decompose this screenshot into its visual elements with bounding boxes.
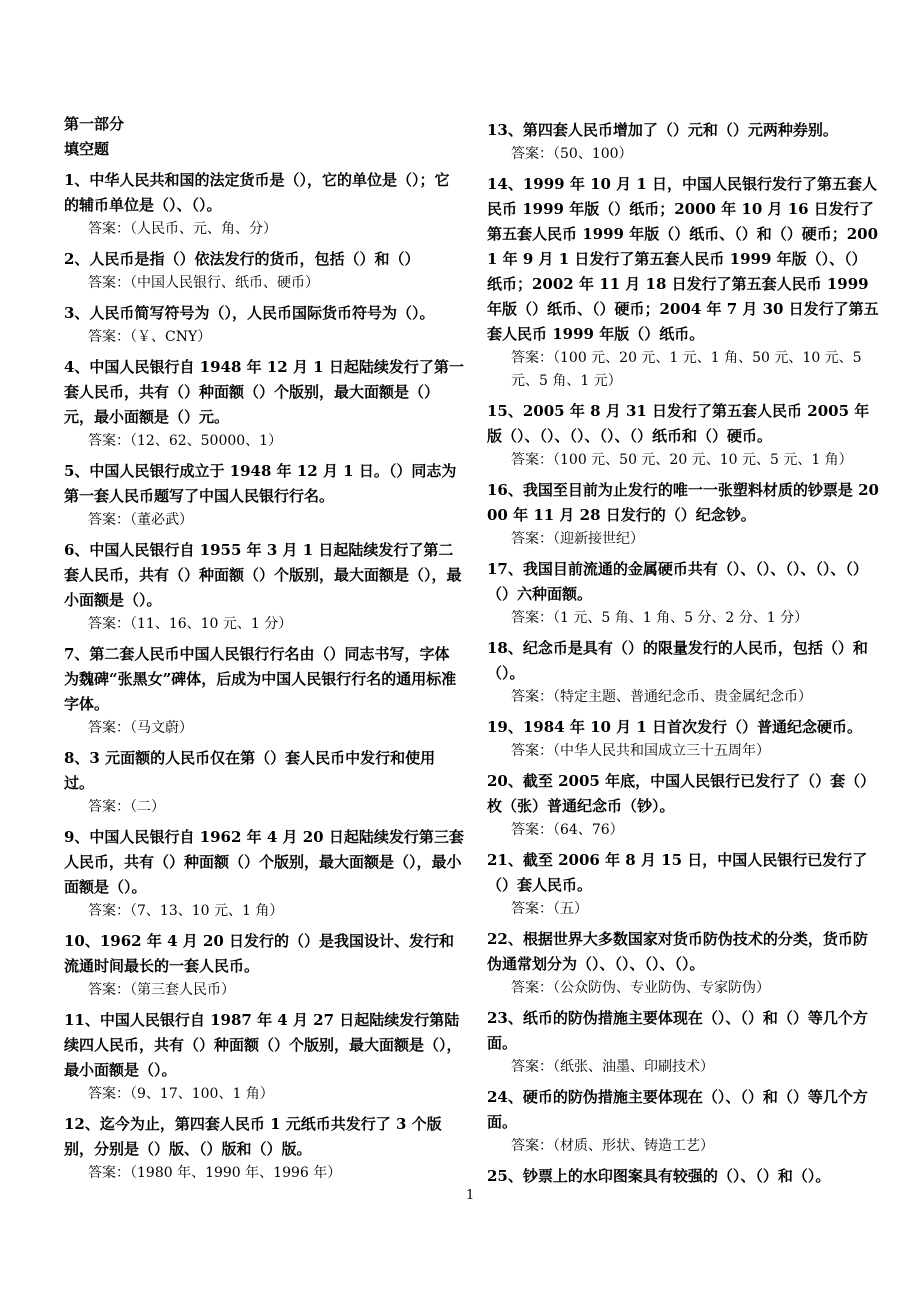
question-block	[487, 1006, 879, 1079]
question-text: 9、中国人民银行自 1962 年 4 月 20 日起陆续发行第三套人民币，共有（）种面额（）个版别，最大面额是（），最小面额是（）。	[64, 828, 464, 896]
answer-text: 答案：（材质、形状、铸造工艺）	[511, 1138, 714, 1154]
question-text: 2、人民币是指（）依法发行的货币，包括（）和（）	[64, 250, 420, 268]
question-text: 17、我国目前流通的金属硬币共有（）、（）、（）、（）、（）（）六种面额。	[487, 560, 868, 603]
question-text: 21、截至 2006 年 8 月 15 日，中国人民银行已发行了（）套人民币。	[487, 851, 868, 894]
answer-text: 答案：（50、100）	[511, 146, 633, 162]
question-block	[64, 825, 464, 923]
question-text: 14、1999 年 10 月 1 日，中国人民银行发行了第五套人民币 1999 年版（）纸币；2000 年 10 月 16 日发行了第五套人民币 1999 年版（）纸币、（）和（）硬币；2001 年 9 月 1 日发行了第五套人民币 1999 年版（）、（）纸币；2002 年 11 月 18 日发行了第五套人民币 1999 年版（）纸币、（）硬币；2004 年 7 月 30 日发行了第五套人民币 1999 年版（）纸币。	[487, 175, 879, 343]
answer-text: 答案：（1 元、5 角、1 角、5 分、2 分、1 分）	[511, 610, 809, 626]
question-block	[487, 172, 879, 393]
question-block	[487, 118, 879, 166]
question-block	[64, 929, 464, 1002]
answer-text: 答案：（公众防伪、专业防伪、专家防伪）	[511, 980, 770, 996]
question-text: 4、中国人民银行自 1948 年 12 月 1 日起陆续发行了第一套人民币，共有（）种面额（）个版别，最大面额是（）元，最小面额是（）元。	[64, 358, 464, 426]
right-question-list	[487, 118, 879, 1189]
question-block	[487, 1085, 879, 1158]
question-block	[64, 168, 464, 241]
question-block	[64, 247, 464, 295]
question-text: 18、纪念币是具有（）的限量发行的人民币，包括（）和（）。	[487, 639, 868, 682]
page-number: 1	[466, 1188, 475, 1203]
answer-text: 答案：（64、76）	[511, 822, 624, 838]
left-question-list	[64, 168, 464, 1185]
question-block	[487, 478, 879, 551]
question-text: 22、根据世界大多数国家对货币防伪技术的分类，货币防伪通常划分为（）、（）、（）、（）。	[487, 930, 868, 973]
answer-text: 答案：（1980 年、1990 年、1996 年）	[88, 1165, 342, 1181]
left-column	[64, 112, 464, 1185]
question-block	[64, 746, 464, 819]
question-block	[487, 636, 879, 709]
question-block	[64, 459, 464, 532]
question-text: 7、第二套人民币中国人民银行行名由（）同志书写，字体为魏碑“张黑女”碑体，后成为中国人民银行行名的通用标准字体。	[64, 645, 457, 713]
answer-text: 答案：（人民币、元、角、分）	[88, 221, 277, 237]
question-text: 20、截至 2005 年底，中国人民银行已发行了（）套（）枚（张）普通纪念币（钞）。	[487, 772, 876, 815]
question-block	[64, 301, 464, 349]
answer-text: 答案：（7、13、10 元、1 角）	[88, 903, 284, 919]
answer-text: 答案：（董必武）	[88, 512, 193, 528]
question-text: 13、第四套人民币增加了（）元和（）元两种券别。	[487, 121, 838, 139]
question-block	[487, 927, 879, 1000]
question-text: 6、中国人民银行自 1955 年 3 月 1 日起陆续发行了第二套人民币，共有（）种面额（）个版别，最大面额是（），最小面额是（）。	[64, 541, 462, 609]
question-text: 16、我国至目前为止发行的唯一一张塑料材质的钞票是 2000 年 11 月 28 日发行的（）纪念钞。	[487, 481, 879, 524]
answer-text: 答案：（迎新接世纪）	[511, 531, 644, 547]
section-title: 第一部分	[64, 115, 125, 133]
answer-text: 答案：（9、17、100、1 角）	[88, 1086, 274, 1102]
question-block	[487, 557, 879, 630]
answer-text: 答案：（纸张、油墨、印刷技术）	[511, 1059, 714, 1075]
question-text: 25、钞票上的水印图案具有较强的（）、（）和（）。	[487, 1167, 831, 1185]
right-column	[487, 112, 879, 1189]
question-text: 24、硬币的防伪措施主要体现在（）、（）和（）等几个方面。	[487, 1088, 868, 1131]
question-block	[64, 538, 464, 636]
answer-text: 答案：（12、62、50000、1）	[88, 433, 283, 449]
answer-text: 答案：（五）	[511, 901, 588, 917]
answer-text: 答案：（￥、CNY）	[88, 329, 212, 345]
question-text: 3、人民币简写符号为（），人民币国际货币符号为（）。	[64, 304, 435, 322]
question-block	[487, 399, 879, 472]
question-block	[487, 848, 879, 921]
question-text: 10、1962 年 4 月 20 日发行的（）是我国设计、发行和流通时间最长的一套人民币。	[64, 932, 455, 975]
answer-text: 答案：（100 元、20 元、1 元、1 角、50 元、10 元、5 元、5 角、1 元）	[511, 350, 862, 389]
answer-text: 答案：（二）	[88, 799, 165, 815]
question-text: 15、2005 年 8 月 31 日发行了第五套人民币 2005 年版（）、（）、（）、（）、（）纸币和（）硬币。	[487, 402, 870, 445]
answer-text: 答案：（中华人民共和国成立三十五周年）	[511, 743, 770, 759]
question-text: 19、1984 年 10 月 1 日首次发行（）普通纪念硬币。	[487, 718, 863, 736]
question-block	[487, 769, 879, 842]
answer-text: 答案：（马文蔚）	[88, 720, 193, 736]
question-block	[64, 355, 464, 453]
answer-text: 答案：（11、16、10 元、1 分）	[88, 616, 293, 632]
question-block	[64, 1112, 464, 1185]
answer-text: 答案：（中国人民银行、纸币、硬币）	[88, 275, 319, 291]
question-block	[487, 715, 879, 763]
answer-text: 答案：（100 元、50 元、20 元、10 元、5 元、1 角）	[511, 452, 853, 468]
question-block	[487, 1164, 879, 1189]
question-text: 5、中国人民银行成立于 1948 年 12 月 1 日。（）同志为第一套人民币题写了中国人民银行行名。	[64, 462, 457, 505]
question-text: 8、3 元面额的人民币仅在第（）套人民币中发行和使用过。	[64, 749, 436, 792]
answer-text: 答案：（特定主题、普通纪念币、贵金属纪念币）	[511, 689, 812, 705]
answer-text: 答案：（第三套人民币）	[88, 982, 235, 998]
question-text: 1、中华人民共和国的法定货币是（），它的单位是（）；它的辅币单位是（）、（）。	[64, 171, 450, 214]
question-text: 23、纸币的防伪措施主要体现在（）、（）和（）等几个方面。	[487, 1009, 868, 1052]
section-subtitle: 填空题	[64, 140, 110, 158]
question-text: 12、迄今为止，第四套人民币 1 元纸币共发行了 3 个版别，分别是（）版、（）版和（）版。	[64, 1115, 442, 1158]
question-block	[64, 642, 464, 740]
question-text: 11、中国人民银行自 1987 年 4 月 27 日起陆续发行第陆续四人民币，共有（）种面额（）个版别，最大面额是（），最小面额是（）。	[64, 1011, 462, 1079]
question-block	[64, 1008, 464, 1106]
